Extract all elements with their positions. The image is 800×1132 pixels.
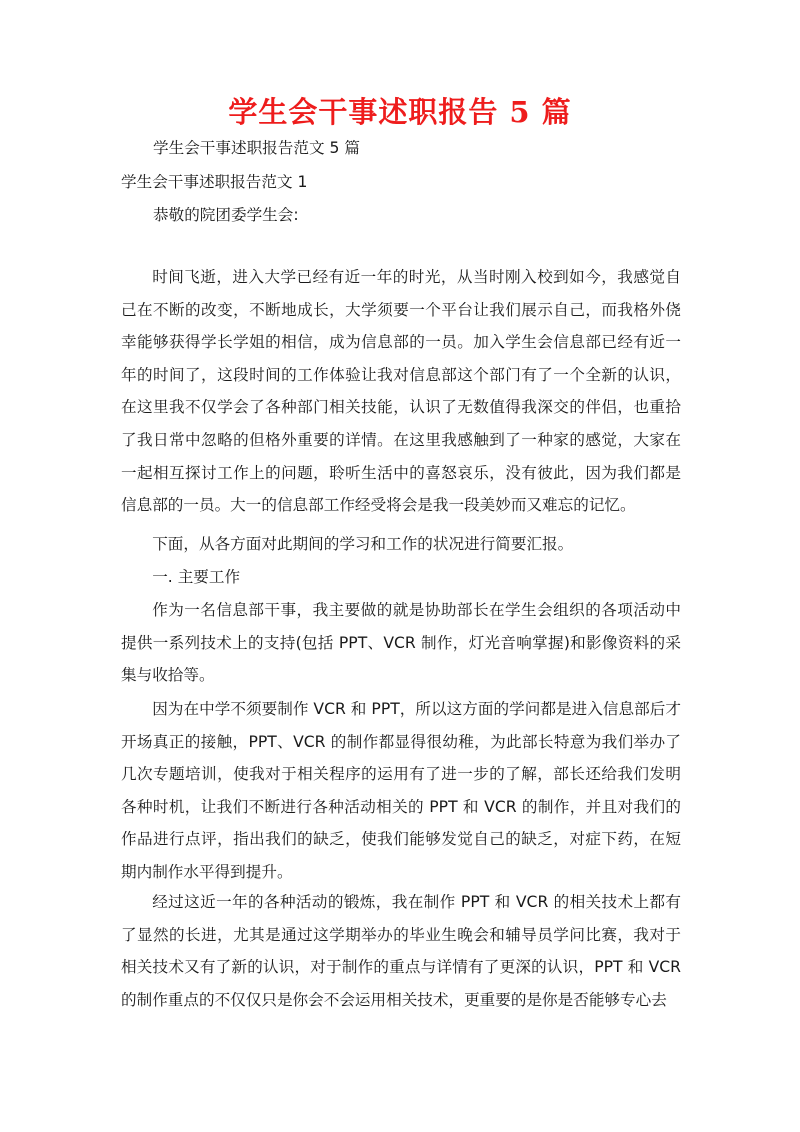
document-subtitle: 学生会干事述职报告范文 5 篇 [153,139,360,157]
section-heading: 学生会干事述职报告范文 1 [121,173,308,191]
section-subheading: 一. 主要工作 [152,568,241,586]
paragraph: 作为一名信息部干事，我主要做的就是协助部长在学生会组织的各项活动中提供一系列技术上的支持(包括 PPT、VCR 制作，灯光音响掌握)和影像资料的采集与收拾等。 [121,601,681,685]
paragraph: 下面，从各方面对此期间的学习和工作的状况进行简要汇报。 [152,535,574,553]
document-title: 学生会干事述职报告 5 篇 [228,95,572,129]
paragraph: 经过这近一年的各种活动的锻炼，我在制作 PPT 和 VCR 的相关技术上都有了显然的长进，尤其是通过这学期举办的毕业生晚会和辅导员学问比赛，我对于相关技术又有了新的认识，对于制作的重点与详情有了更深的认识，PPT 和 VCR 的制作重点的不仅仅只是你会不会运用相关技术，更重要的是你是否能够专心去 [121,893,681,1009]
salutation: 恭敬的院团委学生会: [153,206,299,224]
paragraph: 因为在中学不须要制作 VCR 和 PPT，所以这方面的学问都是进入信息部后才开场真正的接触，PPT、VCR 的制作都显得很幼稚，为此部长特意为我们举办了几次专题培训，使我对于相关程序的运用有了进一步的了解，部长还给我们发明各种时机，让我们不断进行各种活动相关的 PPT 和 VCR 的制作，并且对我们的作品进行点评，指出我们的缺乏，使我们能够发觉自己的缺乏，对症下药，在短期内制作水平得到提升。 [121,700,681,881]
paragraph: 时间飞逝，进入大学已经有近一年的时光，从当时刚入校到如今，我感觉自己在不断的改变，不断地成长，大学须要一个平台让我们展示自己，而我格外侥幸能够获得学长学姐的相信，成为信息部的一员。加入学生会信息部已经有近一年的时间了，这段时间的工作体验让我对信息部这个部门有了一个全新的认识，在这里我不仅学会了各种部门相关技能，认识了无数值得我深交的伴侣，也重拾了我日常中忽略的但格外重要的详情。在这里我感触到了一种家的感觉，大家在一起相互探讨工作上的问题，聆听生活中的喜怒哀乐，没有彼此，因为我们都是信息部的一员。大一的信息部工作经受将会是我一段美妙而又难忘的记忆。 [121,268,681,515]
